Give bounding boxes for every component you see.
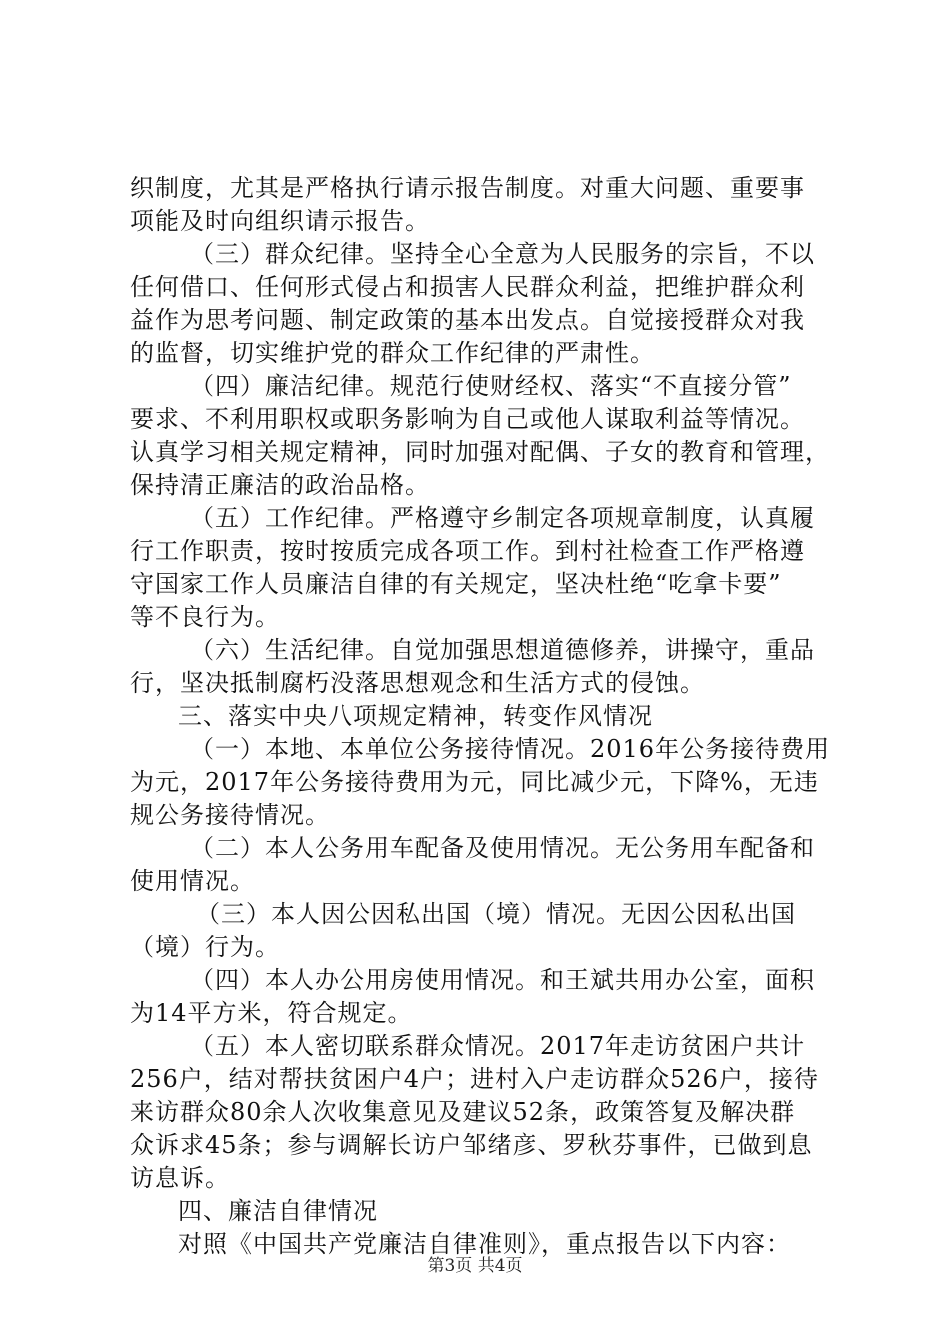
text-line: 众诉求45条；参与调解长访户邹绪彦、罗秋芬事件，已做到息 [130,1131,813,1159]
paragraph-start: （二）本人公务用车配备及使用情况。无公务用车配备和 [190,834,815,862]
paragraph-start: （五）本人密切联系群众情况。2017年走访贫困户共计 [190,1032,806,1060]
paragraph-start: （三）本人因公因私出国（境）情况。无因公因私出国 [196,900,796,928]
text-line: 益作为思考问题、制定政策的基本出发点。自觉接授群众对我 [130,306,805,334]
text-line: 任何借口、任何形式侵占和损害人民群众利益，把维护群众利 [130,273,805,301]
paragraph-start: （五）工作纪律。严格遵守乡制定各项规章制度，认真履 [190,504,815,532]
text-line: 规公务接待情况。 [130,801,330,829]
paragraph-start: （六）生活纪律。自觉加强思想道德修养，讲操守，重品 [190,636,815,664]
page-number-footer: 第3页 共4页 [427,1256,523,1276]
paragraph-start: 对照《中国共产党廉洁自律准则》，重点报告以下内容： [178,1230,791,1258]
text-line: （境）行为。 [130,933,280,961]
text-line: 使用情况。 [130,867,255,895]
text-line: 要求、不利用职权或职务影响为自己或他人谋取利益等情况。 [130,405,805,433]
text-line: 为14平方米，符合规定。 [130,999,413,1027]
paragraph-start: （一）本地、本单位公务接待情况。2016年公务接待费用 [190,735,831,763]
document-body [130,172,835,1261]
text-line: 认真学习相关规定精神，同时加强对配偶、子女的教育和管理， [130,438,830,466]
text-line: 保持清正廉洁的政治品格。 [130,471,430,499]
text-line: 行，坚决抵制腐朽没落思想观念和生活方式的侵蚀。 [130,669,705,697]
text-line: 的监督，切实维护党的群众工作纪律的严肃性。 [130,339,655,367]
text-line: 来访群众80余人次收集意见及建议52条，政策答复及解决群 [130,1098,796,1126]
text-line: 项能及时向组织请示报告。 [130,207,430,235]
text-line: 守国家工作人员廉洁自律的有关规定，坚决杜绝“吃拿卡要” [130,570,782,598]
section-heading: 三、落实中央八项规定精神，转变作风情况 [178,702,653,730]
text-line: 256户，结对帮扶贫困户4户；进村入户走访群众526户，接待 [130,1065,819,1093]
paragraph-start: （三）群众纪律。坚持全心全意为人民服务的宗旨，不以 [190,240,815,268]
paragraph-start: （四）廉洁纪律。规范行使财经权、落实“不直接分管” [190,372,792,400]
text-line: 为元，2017年公务接待费用为元，同比减少元，下降%，无违 [130,768,819,796]
section-heading: 四、廉洁自律情况 [178,1197,378,1225]
paragraph-start: （四）本人办公用房使用情况。和王斌共用办公室，面积 [190,966,815,994]
text-line: 行工作职责，按时按质完成各项工作。到村社检查工作严格遵 [130,537,805,565]
text-line: 访息诉。 [130,1164,230,1192]
text-line: 织制度，尤其是严格执行请示报告制度。对重大问题、重要事 [130,174,805,202]
text-line: 等不良行为。 [130,603,280,631]
